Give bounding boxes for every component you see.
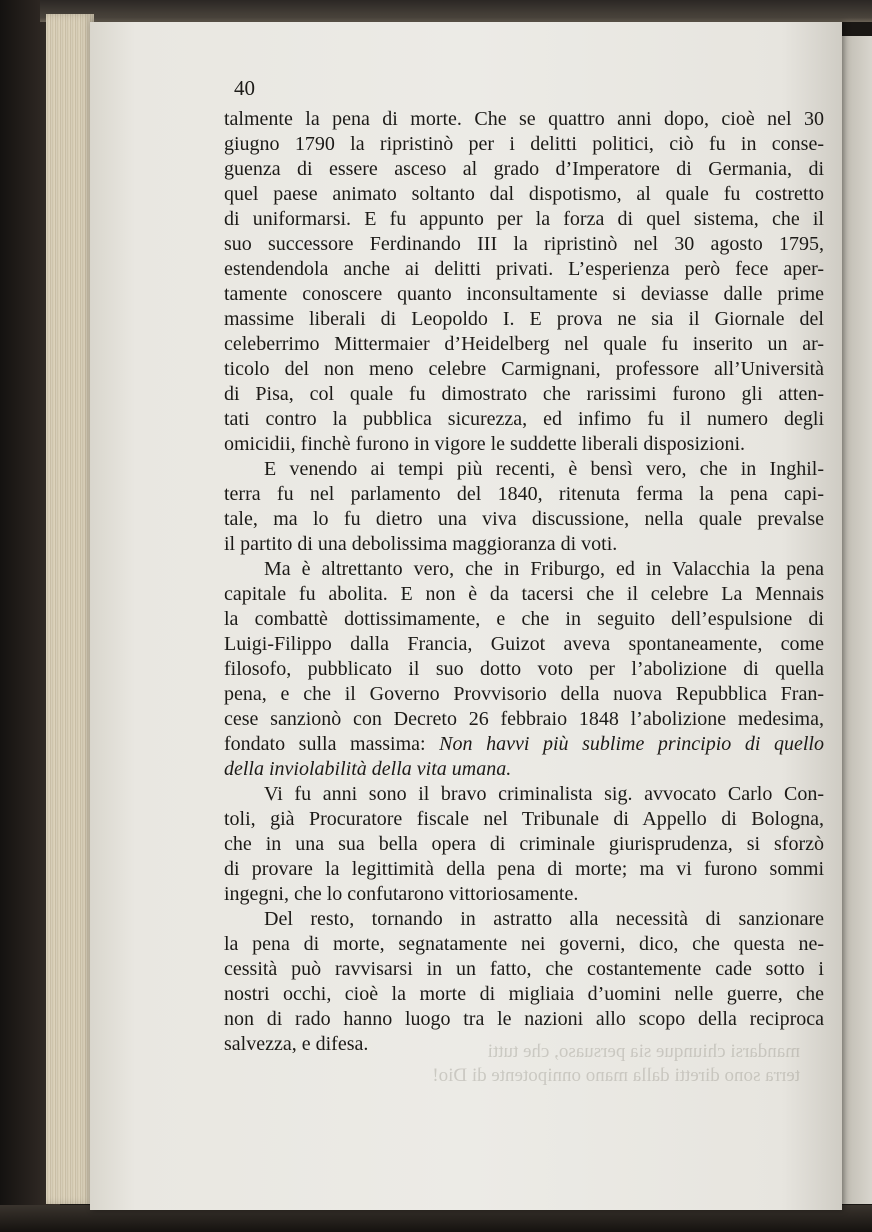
text-line: di uniformarsi. E fu appunto per la forza di quel sistema, che il [224,208,824,230]
text-line: Del resto, tornando in astratto alla necessità di sanzionare [264,908,824,930]
text-line: di Pisa, col quale fu dimostrato che rarissimi furono gli atten- [224,383,824,405]
text-line: tale, ma lo fu dietro una viva discussione, nella quale prevalse [224,508,824,530]
bleed-through-line: terra sono diretti dalla mano onnipotente di Dio! [432,1065,800,1086]
text-line: estendendola anche ai delitti privati. L’esperienza però fece aper- [224,258,824,280]
text-line: capitale fu abolita. E non è da tacersi che il celebre La Mennais [224,583,824,605]
text-line: giugno 1790 la ripristinò per i delitti politici, ciò fu in conse- [224,133,824,155]
text-line: ticolo del non meno celebre Carmignani, professore all’Università [224,358,824,380]
text-line: di provare la legittimità della pena di morte; ma vi furono sommi [224,858,824,880]
text-line: non di rado hanno luogo tra le nazioni allo scopo della reciproca [224,1008,824,1030]
text-line [224,732,824,757]
text-line: massime liberali di Leopoldo I. E prova ne sia il Giornale del [224,308,824,330]
text-line: guenza di essere asceso al grado d’Imperatore di Germania, di [224,158,824,180]
body-text [224,107,824,1057]
text-line: terra fu nel parlamento del 1840, ritenuta ferma la pena capi- [224,483,824,505]
text-line: pena, e che il Governo Provvisorio della nuova Repubblica Fran- [224,683,824,705]
next-page-edge [840,36,872,1204]
text-line: toli, già Procuratore fiscale nel Tribunale di Appello di Bologna, [224,808,824,830]
text-line: suo successore Ferdinando III la ripristinò nel 30 agosto 1795, [224,233,824,255]
text-line: E venendo ai tempi più recenti, è bensì vero, che in Inghil- [264,458,824,480]
page-edges [46,14,94,1204]
text-line-roman: fondato sulla massima: [224,733,440,755]
text-line: celeberrimo Mittermaier d’Heidelberg nel quale fu inserito un ar- [224,333,824,355]
top-shadow [40,0,872,22]
bleed-through-line: mandarsi chiunque sia persuaso, che tutti [487,1041,800,1062]
text-line: Luigi-Filippo dalla Francia, Guizot aveva spontaneamente, come [224,633,824,655]
text-line: talmente la pena di morte. Che se quattro anni dopo, cioè nel 30 [224,108,824,130]
text-line: Vi fu anni sono il bravo criminalista sig. avvocato Carlo Con- [264,783,824,805]
text-line: la pena di morte, segnatamente nei governi, dico, che questa ne- [224,933,824,955]
text-line: cessità può ravvisarsi in un fatto, che costantemente cade sotto i [224,958,824,980]
text-line: Ma è altrettanto vero, che in Friburgo, ed in Valacchia la pena [264,558,824,580]
text-line: cese sanzionò con Decreto 26 febbraio 1848 l’abolizione medesima, [224,708,824,730]
text-line: ingegni, che lo confutarono vittoriosamente. [224,883,579,905]
text-line: tati contro la pubblica sicurezza, ed infimo fu il numero degli [224,408,824,430]
text-line: tamente conoscere quanto inconsultamente si deviasse dalle prime [224,283,824,305]
text-line: filosofo, pubblicato il suo dotto voto per l’abolizione di quella [224,658,824,680]
text-line: la combattè dottissimamente, e che in seguito dell’espulsione di [224,608,824,630]
text-line: nostri occhi, cioè la morte di migliaia d’uomini nelle guerre, che [224,983,824,1005]
page-number: 40 [234,76,255,100]
text-line: della inviolabilità della vita umana. [224,758,512,780]
text-line: il partito di una debolissima maggioranza di voti. [224,533,618,555]
text-line: salvezza, e difesa. [224,1033,369,1055]
text-line: quel paese animato soltanto dal dispotismo, al quale fu costretto [224,183,824,205]
text-line-italic: Non havvi più sublime principio di quello [439,733,824,755]
text-line: che in una sua bella opera di criminale giurisprudenza, si sforzò [224,833,824,855]
text-line: omicidii, finchè furono in vigore le suddette liberali disposizioni. [224,433,745,455]
